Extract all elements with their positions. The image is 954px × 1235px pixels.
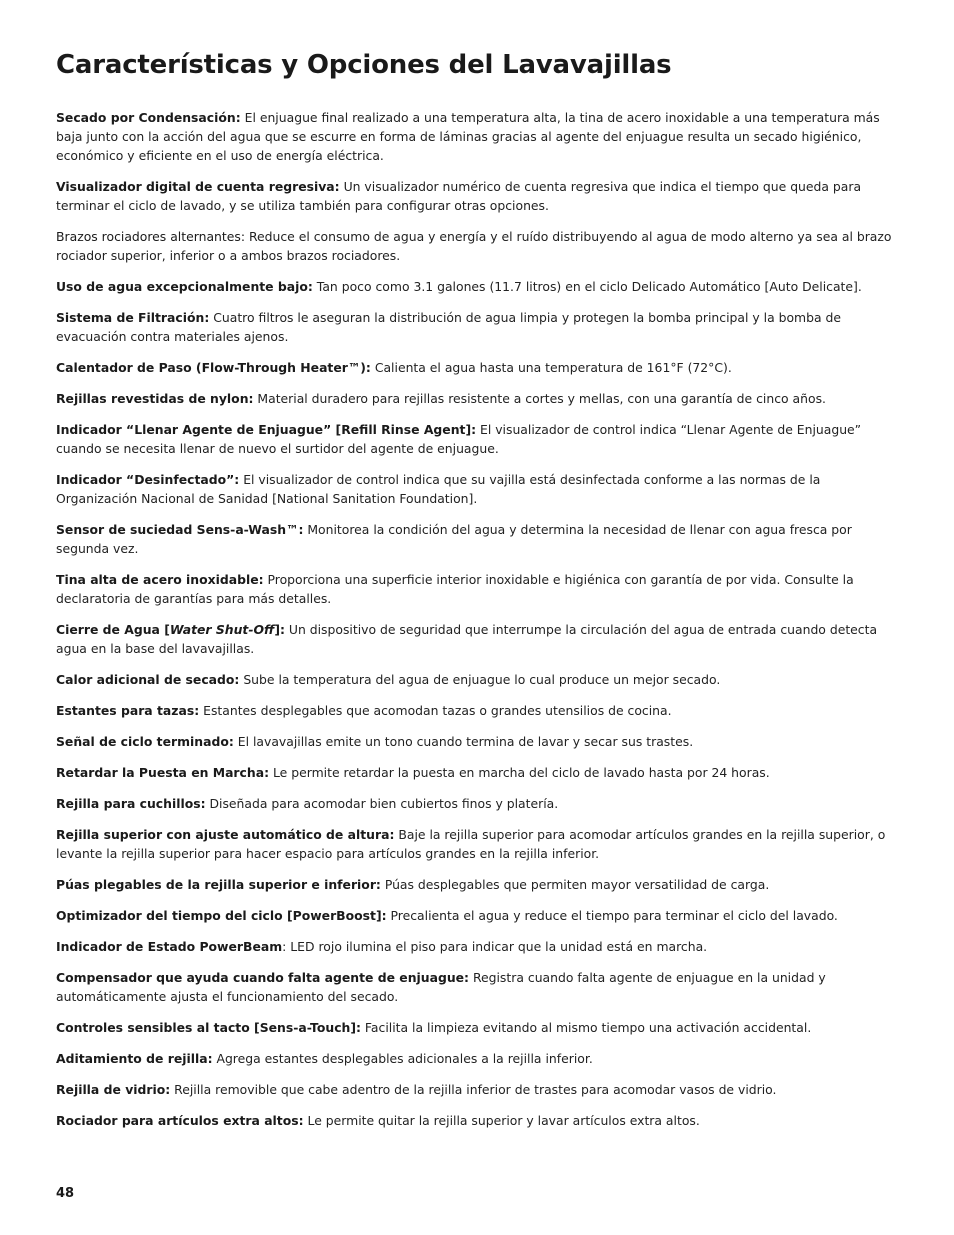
feature-description: Rejilla removible que cabe adentro de la rejilla inferior de trastes para acomodar vasos de vidrio. xyxy=(170,1082,777,1097)
feature-term: Uso de agua excepcionalmente bajo: xyxy=(56,279,313,294)
feature-description: Proporciona una superficie interior inoxidable e higiénica con garantía de por vida. Consulte la declaratoria de garantías para más detalles. xyxy=(56,572,854,606)
feature-item xyxy=(56,177,899,215)
feature-description: Registra cuando falta agente de enjuague en la unidad y automáticamente ajusta el funcionamiento del secado. xyxy=(56,970,826,1004)
feature-term: Secado por Condensación: xyxy=(56,110,241,125)
feature-item xyxy=(56,906,899,925)
feature-term-italic: Water Shut-Off xyxy=(169,622,275,637)
feature-description: Agrega estantes desplegables adicionales a la rejilla inferior. xyxy=(212,1051,593,1066)
feature-term: Indicador de Estado PowerBeam xyxy=(56,939,283,954)
feature-item xyxy=(56,470,899,508)
feature-term: Rejillas revestidas de nylon: xyxy=(56,391,254,406)
feature-term: Aditamiento de rejilla: xyxy=(56,1051,213,1066)
feature-description: Diseñada para acomodar bien cubiertos finos y platería. xyxy=(205,796,559,811)
feature-term: Indicador “Desinfectado”: xyxy=(56,472,240,487)
feature-term-prefix: Cierre de Agua [ xyxy=(56,622,170,637)
feature-item xyxy=(56,277,899,296)
feature-description: : LED rojo ilumina el piso para indicar que la unidad está en marcha. xyxy=(282,939,708,954)
feature-term: Calentador de Paso (Flow-Through Heater™): xyxy=(56,360,371,375)
feature-term: Sensor de suciedad Sens-a-Wash™: xyxy=(56,522,304,537)
page-title: Características y Opciones del Lavavajillas xyxy=(56,50,672,80)
feature-description: Sube la temperatura del agua de enjuague lo cual produce un mejor secado. xyxy=(239,672,721,687)
feature-item xyxy=(56,701,899,720)
feature-description: Baje la rejilla superior para acomodar artículos grandes en la rejilla superior, o levante la rejilla superior para hacer espacio para artículos grandes en la rejilla inferior. xyxy=(56,827,886,861)
feature-term: Estantes para tazas: xyxy=(56,703,200,718)
feature-term: Sistema de Filtración: xyxy=(56,310,210,325)
feature-item xyxy=(56,308,899,346)
feature-item xyxy=(56,1111,899,1130)
feature-term: Señal de ciclo terminado: xyxy=(56,734,234,749)
feature-description: El enjuague final realizado a una temperatura alta, la tina de acero inoxidable a una temperatura más baja junto con la acción del agua que se escurre en forma de láminas gracias al agente del enjuague resulta un secado higiénico, económico y eficiente en el uso de energía eléctrica. xyxy=(56,110,880,163)
feature-description: Reduce el consumo de agua y energía y el ruído distribuyendo al agua de modo alterno ya sea al brazo rociador superior, inferior o a ambos brazos rociadores. xyxy=(56,229,892,263)
feature-item xyxy=(56,520,899,558)
feature-term: Púas plegables de la rejilla superior e inferior: xyxy=(56,877,381,892)
feature-description: El lavavajillas emite un tono cuando termina de lavar y secar sus trastes. xyxy=(233,734,694,749)
feature-description: Un visualizador numérico de cuenta regresiva que indica el tiempo que queda para terminar el ciclo de lavado, y se utiliza también para configurar otras opciones. xyxy=(56,179,862,213)
feature-description: Monitorea la condición del agua y determina la necesidad de llenar con agua fresca por segunda vez. xyxy=(56,522,852,556)
feature-item xyxy=(56,389,899,408)
feature-item xyxy=(56,794,899,813)
feature-description: Estantes desplegables que acomodan tazas o grandes utensilios de cocina. xyxy=(199,703,672,718)
feature-term: Compensador que ayuda cuando falta agente de enjuague: xyxy=(56,970,470,985)
feature-term: Controles sensibles al tacto [Sens-a-Touch]: xyxy=(56,1020,361,1035)
feature-item xyxy=(56,1018,899,1037)
feature-item xyxy=(56,732,899,751)
feature-item xyxy=(56,1080,899,1099)
feature-description: Tan poco como 3.1 galones (11.7 litros) en el ciclo Delicado Automático [Auto Delicate]. xyxy=(312,279,862,294)
feature-description: Le permite quitar la rejilla superior y lavar artículos extra altos. xyxy=(303,1113,700,1128)
feature-term: Rociador para artículos extra altos: xyxy=(56,1113,304,1128)
feature-item xyxy=(56,620,899,658)
feature-term: Rejilla para cuchillos: xyxy=(56,796,206,811)
feature-term: Optimizador del tiempo del ciclo [PowerBoost]: xyxy=(56,908,387,923)
feature-term: Calor adicional de secado: xyxy=(56,672,240,687)
page-number: 48 xyxy=(56,1186,75,1201)
feature-description: Cuatro filtros le aseguran la distribución de agua limpia y protegen la bomba principal y la bomba de evacuación contra materiales ajenos. xyxy=(56,310,842,344)
feature-item xyxy=(56,1049,899,1068)
feature-item xyxy=(56,420,899,458)
feature-item xyxy=(56,358,899,377)
feature-item xyxy=(56,875,899,894)
feature-description: Un dispositivo de seguridad que interrumpe la circulación del agua de entrada cuando detecta agua en la base del lavavajillas. xyxy=(56,622,878,656)
feature-term: Rejilla superior con ajuste automático de altura: xyxy=(56,827,395,842)
feature-term-suffix: ]: xyxy=(274,622,285,637)
feature-description: El visualizador de control indica que su vajilla está desinfectada conforme a las normas de la Organización Nacional de Sanidad [National Sanitation Foundation]. xyxy=(56,472,821,506)
feature-term: Rejilla de vidrio: xyxy=(56,1082,171,1097)
feature-term: Tina alta de acero inoxidable: xyxy=(56,572,264,587)
feature-list xyxy=(56,108,899,1142)
feature-item xyxy=(56,825,899,863)
feature-item xyxy=(56,227,899,265)
feature-item xyxy=(56,108,899,165)
feature-description: Calienta el agua hasta una temperatura de 161°F (72°C). xyxy=(370,360,732,375)
feature-term: Visualizador digital de cuenta regresiva: xyxy=(56,179,340,194)
feature-description: El visualizador de control indica “Llenar Agente de Enjuague” cuando se necesita llenar de nuevo el surtidor del agente de enjuague. xyxy=(56,422,862,456)
feature-term xyxy=(56,622,285,637)
feature-term: Retardar la Puesta en Marcha: xyxy=(56,765,270,780)
feature-description: Precalienta el agua y reduce el tiempo para terminar el ciclo del lavado. xyxy=(386,908,838,923)
feature-term: Indicador “Llenar Agente de Enjuague” [Refill Rinse Agent]: xyxy=(56,422,477,437)
feature-item xyxy=(56,937,899,956)
feature-description: Le permite retardar la puesta en marcha del ciclo de lavado hasta por 24 horas. xyxy=(269,765,770,780)
feature-item xyxy=(56,570,899,608)
feature-description: Facilita la limpieza evitando al mismo tiempo una activación accidental. xyxy=(360,1020,812,1035)
feature-item xyxy=(56,968,899,1006)
feature-term: Brazos rociadores alternantes: xyxy=(56,229,246,244)
feature-description: Púas desplegables que permiten mayor versatilidad de carga. xyxy=(380,877,770,892)
feature-item xyxy=(56,763,899,782)
feature-item xyxy=(56,670,899,689)
feature-description: Material duradero para rejillas resistente a cortes y mellas, con una garantía de cinco años. xyxy=(253,391,826,406)
